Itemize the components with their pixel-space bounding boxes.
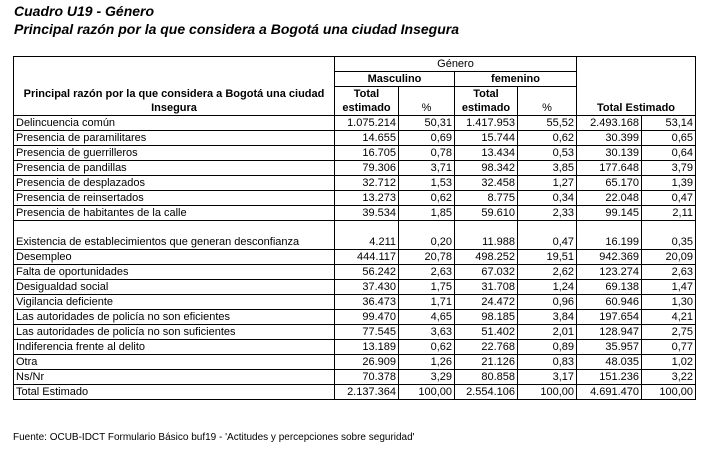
cell-f-pct: 2,62 — [518, 265, 577, 280]
table-row — [14, 325, 696, 340]
cell-t-pct: 1,39 — [642, 176, 696, 191]
cell-f-pct: 19,51 — [518, 250, 577, 265]
row-label: Desigualdad social — [14, 280, 335, 295]
cell-m-total: 37.430 — [335, 280, 399, 295]
cell-t-pct: 3,79 — [642, 161, 696, 176]
cell-m-total: 444.117 — [335, 250, 399, 265]
cell-t-pct: 0,64 — [642, 146, 696, 161]
cell-m-pct: 4,65 — [399, 310, 455, 325]
cell-m-pct: 1,53 — [399, 176, 455, 191]
cell-f-total: 31.708 — [455, 280, 518, 295]
cell-m-pct: 1,26 — [399, 355, 455, 370]
cell-m-total: 13.189 — [335, 340, 399, 355]
cell-t-pct: 0,47 — [642, 191, 696, 206]
cell-m-pct: 20,78 — [399, 250, 455, 265]
cell-f-total: 98.185 — [455, 310, 518, 325]
table-row — [14, 310, 696, 325]
row-label: Presencia de pandillas — [14, 161, 335, 176]
cell-m-total: 99.470 — [335, 310, 399, 325]
table-row — [14, 355, 696, 370]
gender-group-header: Género — [335, 57, 577, 72]
cell-t-total: 30.139 — [577, 146, 642, 161]
cell-f-total: 13.434 — [455, 146, 518, 161]
table-row — [14, 295, 696, 310]
cell-m-pct: 50,31 — [399, 116, 455, 131]
row-label: Presencia de paramilitares — [14, 131, 335, 146]
cell-m-total: 70.378 — [335, 370, 399, 385]
cell-m-pct: 1,75 — [399, 280, 455, 295]
femenino-pct-header: % — [518, 87, 577, 116]
cell-t-total: 942.369 — [577, 250, 642, 265]
cell-m-pct: 3,29 — [399, 370, 455, 385]
cell-t-pct: 20,09 — [642, 250, 696, 265]
cell-f-total: 98.342 — [455, 161, 518, 176]
header-row-1 — [14, 57, 696, 72]
table-row — [14, 250, 696, 265]
cell-m-total: 32.712 — [335, 176, 399, 191]
row-label: Desempleo — [14, 250, 335, 265]
cell-m-total: 56.242 — [335, 265, 399, 280]
cell-t-pct: 4,21 — [642, 310, 696, 325]
table-row — [14, 221, 696, 250]
cell-t-total: 2.493.168 — [577, 116, 642, 131]
cell-t-total: 4.691.470 — [577, 385, 642, 400]
cell-t-total: 65.170 — [577, 176, 642, 191]
table-row — [14, 191, 696, 206]
row-label: Ns/Nr — [14, 370, 335, 385]
table-row — [14, 161, 696, 176]
cell-f-pct: 0,47 — [518, 221, 577, 250]
masculino-header: Masculino — [335, 72, 455, 87]
cell-t-pct: 0,65 — [642, 131, 696, 146]
row-label: Existencia de establecimientos que generan desconfianza — [14, 221, 335, 250]
cell-m-total: 36.473 — [335, 295, 399, 310]
cell-t-pct: 100,00 — [642, 385, 696, 400]
row-label: Delincuencia común — [14, 116, 335, 131]
row-label: Otra — [14, 355, 335, 370]
masculino-pct-header: % — [399, 87, 455, 116]
cell-t-total: 16.199 — [577, 221, 642, 250]
cell-m-total: 79.306 — [335, 161, 399, 176]
table-row — [14, 370, 696, 385]
cell-t-pct: 1,47 — [642, 280, 696, 295]
cell-t-total: 60.946 — [577, 295, 642, 310]
row-label: Presencia de habitantes de la calle — [14, 206, 335, 221]
cell-f-pct: 3,85 — [518, 161, 577, 176]
table-subtitle: Principal razón por la que considera a Bogotá una ciudad Insegura — [14, 21, 459, 37]
cell-m-total: 39.534 — [335, 206, 399, 221]
table-row — [14, 176, 696, 191]
row-label: Indiferencia frente al delito — [14, 340, 335, 355]
cell-f-total: 21.126 — [455, 355, 518, 370]
cell-m-pct: 2,63 — [399, 265, 455, 280]
cell-t-pct: 2,63 — [642, 265, 696, 280]
cell-m-pct: 3,71 — [399, 161, 455, 176]
cell-f-pct: 0,89 — [518, 340, 577, 355]
cell-m-total: 1.075.214 — [335, 116, 399, 131]
cell-m-pct: 3,63 — [399, 325, 455, 340]
table-row — [14, 340, 696, 355]
cell-t-total: 177.648 — [577, 161, 642, 176]
cell-m-pct: 0,62 — [399, 191, 455, 206]
table-row — [14, 131, 696, 146]
row-label: Total Estimado — [14, 385, 335, 400]
title-block — [14, 2, 459, 38]
cell-m-total: 14.655 — [335, 131, 399, 146]
cell-m-total: 13.273 — [335, 191, 399, 206]
cell-m-pct: 0,62 — [399, 340, 455, 355]
row-label: Presencia de desplazados — [14, 176, 335, 191]
cell-f-pct: 0,83 — [518, 355, 577, 370]
cell-f-total: 51.402 — [455, 325, 518, 340]
cell-f-pct: 1,24 — [518, 280, 577, 295]
row-label: Falta de oportunidades — [14, 265, 335, 280]
table-row — [14, 280, 696, 295]
table-row — [14, 116, 696, 131]
cell-f-pct: 0,34 — [518, 191, 577, 206]
cell-f-pct: 3,17 — [518, 370, 577, 385]
table-row — [14, 146, 696, 161]
total-estimado-header: Total Estimado — [577, 57, 696, 116]
cell-f-pct: 3,84 — [518, 310, 577, 325]
cell-f-pct: 2,01 — [518, 325, 577, 340]
cell-f-total: 32.458 — [455, 176, 518, 191]
row-label: Presencia de guerrilleros — [14, 146, 335, 161]
cell-t-pct: 53,14 — [642, 116, 696, 131]
cell-f-pct: 2,33 — [518, 206, 577, 221]
cell-t-total: 35.957 — [577, 340, 642, 355]
cell-m-pct: 100,00 — [399, 385, 455, 400]
row-header-cell: Principal razón por la que considera a Bogotá una ciudad Insegura — [14, 57, 335, 116]
row-label: Las autoridades de policía no son suficientes — [14, 325, 335, 340]
cell-f-total: 498.252 — [455, 250, 518, 265]
cell-f-pct: 55,52 — [518, 116, 577, 131]
femenino-total-header: Total estimado — [455, 87, 518, 116]
row-label: Las autoridades de policía no son eficientes — [14, 310, 335, 325]
cell-f-pct: 0,62 — [518, 131, 577, 146]
data-table — [13, 56, 696, 400]
cell-t-total: 197.654 — [577, 310, 642, 325]
cell-f-total: 80.858 — [455, 370, 518, 385]
cell-m-pct: 0,69 — [399, 131, 455, 146]
cell-f-total: 15.744 — [455, 131, 518, 146]
table-title: Cuadro U19 - Género — [14, 3, 155, 19]
femenino-header: femenino — [455, 72, 577, 87]
row-label: Presencia de reinsertados — [14, 191, 335, 206]
cell-t-total: 151.236 — [577, 370, 642, 385]
cell-t-total: 69.138 — [577, 280, 642, 295]
cell-t-pct: 0,35 — [642, 221, 696, 250]
cell-f-pct: 100,00 — [518, 385, 577, 400]
cell-f-total: 22.768 — [455, 340, 518, 355]
cell-t-total: 99.145 — [577, 206, 642, 221]
cell-t-pct: 1,02 — [642, 355, 696, 370]
cell-t-total: 128.947 — [577, 325, 642, 340]
table-row — [14, 206, 696, 221]
table-body — [14, 57, 696, 400]
table-row — [14, 265, 696, 280]
cell-f-total: 1.417.953 — [455, 116, 518, 131]
row-label: Vigilancia deficiente — [14, 295, 335, 310]
cell-m-total: 2.137.364 — [335, 385, 399, 400]
cell-t-pct: 2,11 — [642, 206, 696, 221]
cell-f-total: 2.554.106 — [455, 385, 518, 400]
cell-m-total: 26.909 — [335, 355, 399, 370]
cell-m-pct: 1,85 — [399, 206, 455, 221]
cell-t-total: 123.274 — [577, 265, 642, 280]
source-footnote: Fuente: OCUB-IDCT Formulario Básico buf19 - 'Actitudes y percepciones sobre seguridad' — [13, 432, 415, 443]
cell-t-total: 22.048 — [577, 191, 642, 206]
cell-f-pct: 0,53 — [518, 146, 577, 161]
cell-t-total: 48.035 — [577, 355, 642, 370]
cell-f-total: 67.032 — [455, 265, 518, 280]
cell-f-total: 8.775 — [455, 191, 518, 206]
table-row — [14, 385, 696, 400]
cell-f-pct: 0,96 — [518, 295, 577, 310]
cell-m-total: 77.545 — [335, 325, 399, 340]
masculino-total-header: Total estimado — [335, 87, 399, 116]
cell-t-pct: 1,30 — [642, 295, 696, 310]
cell-f-total: 59.610 — [455, 206, 518, 221]
cell-t-pct: 2,75 — [642, 325, 696, 340]
cell-f-total: 24.472 — [455, 295, 518, 310]
cell-t-pct: 3,22 — [642, 370, 696, 385]
cell-t-total: 30.399 — [577, 131, 642, 146]
cell-f-total: 11.988 — [455, 221, 518, 250]
cell-f-pct: 1,27 — [518, 176, 577, 191]
cell-m-total: 16.705 — [335, 146, 399, 161]
cell-m-pct: 0,78 — [399, 146, 455, 161]
cell-m-total: 4.211 — [335, 221, 399, 250]
cell-m-pct: 0,20 — [399, 221, 455, 250]
cell-t-pct: 0,77 — [642, 340, 696, 355]
cell-m-pct: 1,71 — [399, 295, 455, 310]
